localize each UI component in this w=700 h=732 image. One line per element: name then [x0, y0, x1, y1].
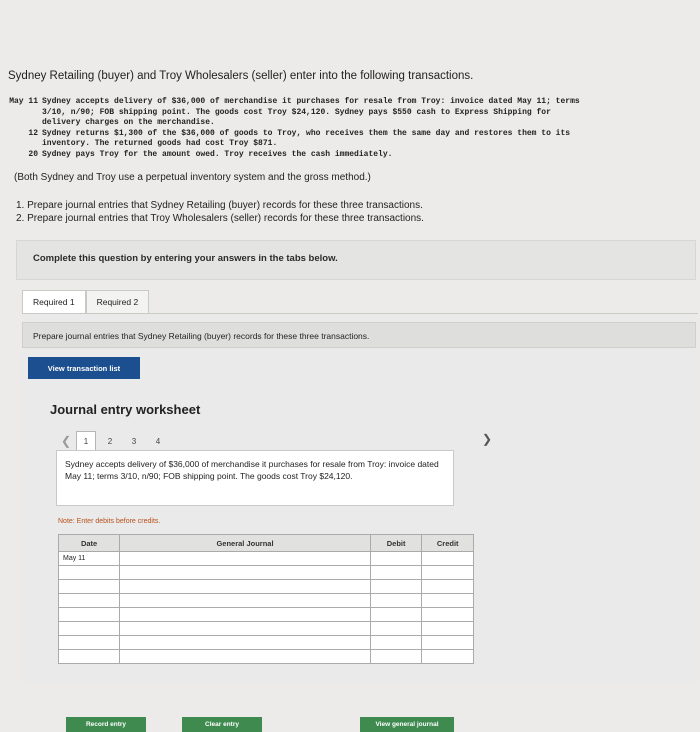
credit-cell[interactable] [422, 580, 474, 594]
requirement-1: 1. Prepare journal entries that Sydney Retailing (buyer) records for these three transactions. [16, 200, 423, 211]
worksheet-title: Journal entry worksheet [50, 402, 201, 417]
requirement-2: 2. Prepare journal entries that Troy Wholesalers (seller) records for these three transactions. [16, 213, 424, 224]
debit-cell[interactable] [370, 636, 422, 650]
debit-cell[interactable] [370, 580, 422, 594]
requirement-tabs [22, 290, 149, 314]
page-2[interactable]: 2 [107, 436, 113, 446]
credit-cell[interactable] [422, 650, 474, 664]
account-cell[interactable] [120, 650, 371, 664]
transaction-description: Sydney accepts delivery of $36,000 of merchandise it purchases for resale from Troy: invoice dated May 11; terms 3/10, n/90; FOB shipping point. The goods cost Troy $24,120. [56, 450, 454, 506]
transaction-line: delivery charges on the merchandise. [42, 118, 215, 127]
transaction-line: 12 Sydney returns $1,300 of the $36,000 of goods to Troy, who receives them the same day and restores them to its [28, 128, 571, 138]
inventory-method-note: (Both Sydney and Troy use a perpetual inventory system and the gross method.) [14, 172, 371, 183]
tab-required-2[interactable]: Required 2 [86, 290, 150, 314]
credit-cell[interactable] [422, 608, 474, 622]
transaction-line: inventory. The returned goods had cost Troy $871. [42, 139, 278, 148]
date-cell[interactable]: May 11 [59, 552, 120, 566]
account-cell[interactable] [120, 566, 371, 580]
col-general-journal: General Journal [120, 535, 371, 552]
transactions-list [8, 97, 688, 160]
col-date: Date [59, 535, 120, 552]
col-debit: Debit [370, 535, 422, 552]
worksheet-pager [56, 430, 496, 452]
debit-cell[interactable] [370, 552, 422, 566]
journal-entry-worksheet [46, 394, 512, 728]
account-cell[interactable] [120, 594, 371, 608]
journal-table [58, 534, 474, 664]
debit-cell[interactable] [370, 594, 422, 608]
debit-cell[interactable] [370, 650, 422, 664]
table-row [59, 552, 474, 566]
complete-banner-text: Complete this question by entering your answers in the tabs below. [33, 253, 338, 264]
problem-title: Sydney Retailing (buyer) and Troy Wholesalers (seller) enter into the following transactions. [8, 70, 474, 82]
table-row [59, 608, 474, 622]
chevron-left-icon[interactable]: ❮ [60, 434, 72, 448]
table-row [59, 636, 474, 650]
complete-banner [16, 240, 696, 280]
date-cell[interactable] [59, 622, 120, 636]
table-row [59, 580, 474, 594]
page-3[interactable]: 3 [131, 436, 137, 446]
account-cell[interactable] [120, 580, 371, 594]
debit-cell[interactable] [370, 608, 422, 622]
chevron-right-icon[interactable]: ❯ [482, 432, 493, 446]
credit-cell[interactable] [422, 594, 474, 608]
table-row [59, 566, 474, 580]
debits-note: Note: Enter debits before credits. [58, 518, 161, 525]
transaction-line: May 11 Sydney accepts delivery of $36,000 of merchandise it purchases for resale from Troy: invoice dated May 11; terms [9, 97, 580, 106]
debit-cell[interactable] [370, 566, 422, 580]
date-cell[interactable] [59, 636, 120, 650]
transaction-line: 20 Sydney pays Troy for the amount owed. Troy receives the cash immediately. [28, 149, 393, 159]
tab-required-1[interactable]: Required 1 [22, 290, 86, 314]
tab-panel [22, 313, 698, 728]
account-cell[interactable] [120, 636, 371, 650]
account-cell[interactable] [120, 552, 371, 566]
debit-cell[interactable] [370, 622, 422, 636]
date-cell[interactable] [59, 594, 120, 608]
page-4[interactable]: 4 [155, 436, 161, 446]
date-cell[interactable] [59, 608, 120, 622]
table-row [59, 622, 474, 636]
date-cell[interactable] [59, 580, 120, 594]
instruction-bar: Prepare journal entries that Sydney Retailing (buyer) records for these three transactions. [22, 322, 696, 348]
table-row [59, 594, 474, 608]
account-cell[interactable] [120, 608, 371, 622]
table-row [59, 650, 474, 664]
record-entry-button[interactable]: Record entry [66, 717, 146, 732]
transaction-line: 3/10, n/90; FOB shipping point. The goods cost Troy $24,120. Sydney pays $550 cash to Express Shipping for [42, 107, 551, 117]
page-1[interactable]: 1 [76, 431, 96, 451]
credit-cell[interactable] [422, 552, 474, 566]
credit-cell[interactable] [422, 566, 474, 580]
credit-cell[interactable] [422, 622, 474, 636]
requirements-list [16, 199, 424, 225]
date-cell[interactable] [59, 566, 120, 580]
date-cell[interactable] [59, 650, 120, 664]
col-credit: Credit [422, 535, 474, 552]
account-cell[interactable] [120, 622, 371, 636]
view-general-journal-button[interactable]: View general journal [360, 717, 454, 732]
view-transaction-list-button[interactable]: View transaction list [28, 357, 140, 379]
clear-entry-button[interactable]: Clear entry [182, 717, 262, 732]
credit-cell[interactable] [422, 636, 474, 650]
